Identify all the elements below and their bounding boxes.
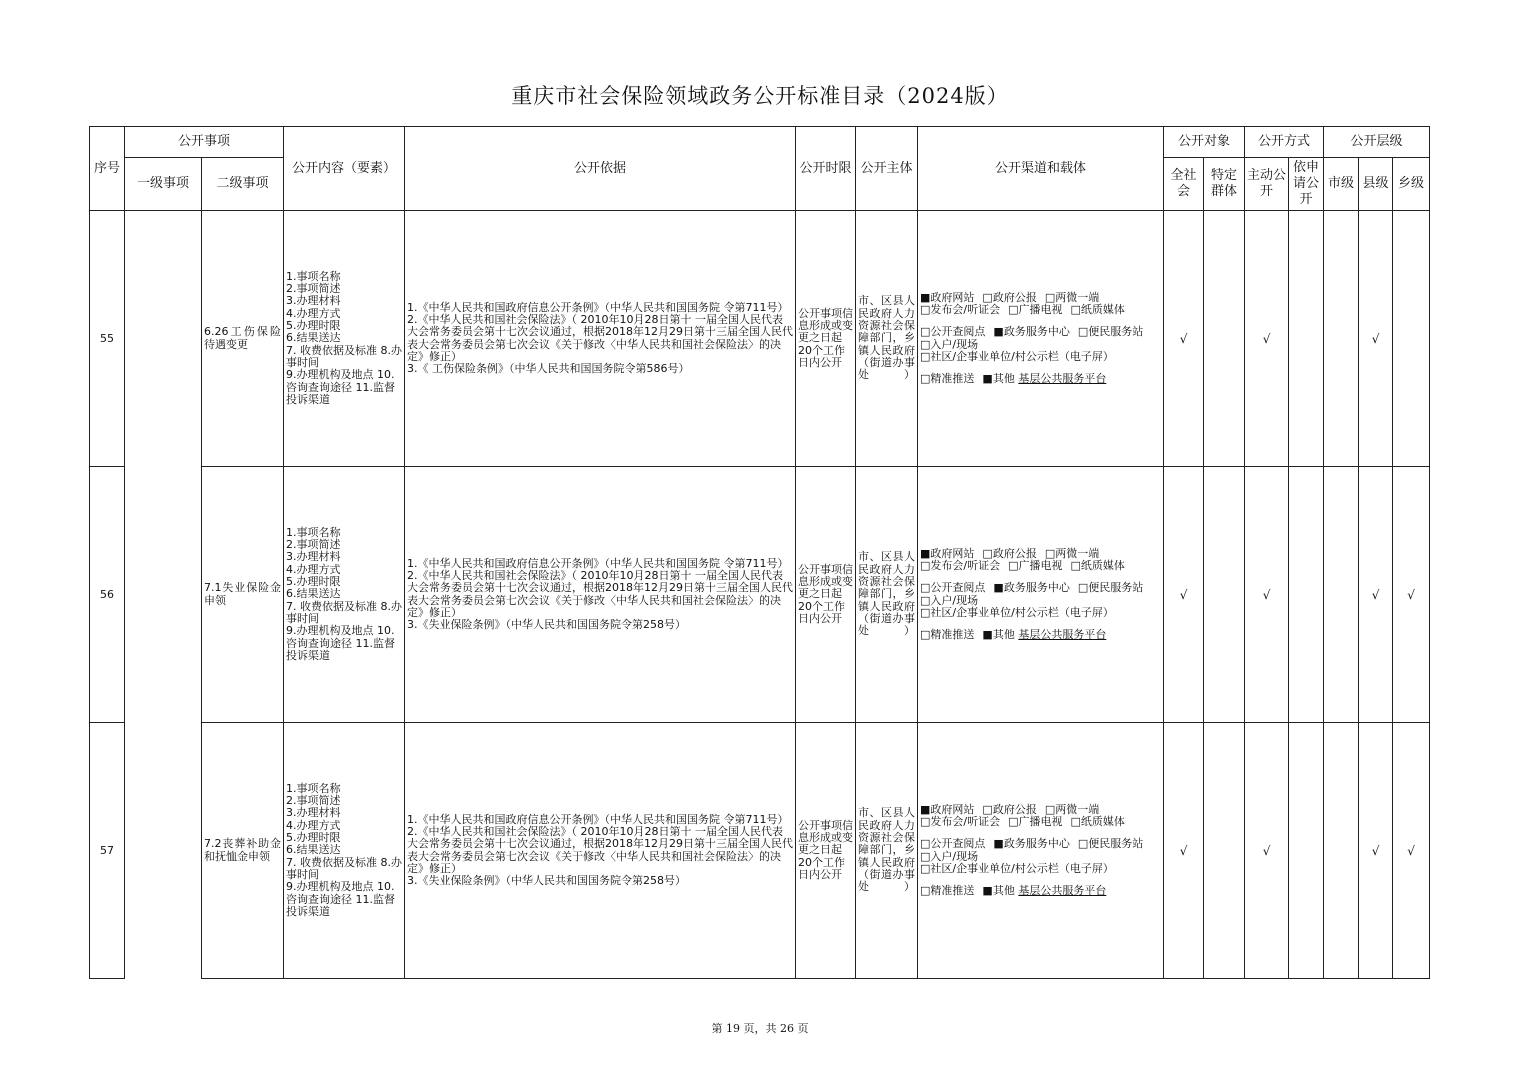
mark-level-city	[1324, 211, 1359, 467]
catalog-table	[89, 126, 1430, 979]
list-item: 6.结果送达	[286, 587, 341, 601]
row-seq: 56	[90, 467, 125, 723]
header-method-group: 公开方式	[1245, 127, 1324, 158]
mark-method-active: √	[1245, 211, 1289, 467]
list-item: 7. 收费依据及标准 8.办事时间	[286, 343, 402, 369]
channel-option: □政府公报	[982, 546, 1037, 560]
row-subject: 市、区县人民政府人力资源社会保障部门，乡镇人民政府（街道办事处）	[856, 211, 918, 467]
mark-level-county: √	[1359, 723, 1393, 979]
list-item: 4.办理方式	[286, 306, 341, 320]
list-item: 3.《 工伤保险条例》（中华人民共和国国务院令第586号）	[407, 362, 690, 376]
channel-option: □入户/现场	[920, 593, 979, 607]
channel-option: □广播电视	[1008, 558, 1063, 572]
channel-option: ■政务服务中心	[993, 581, 1070, 595]
mark-level-town: √	[1393, 723, 1430, 979]
channel-precise-push: □精准推送	[920, 884, 975, 898]
list-item: 1.《中华人民共和国政府信息公开条例》（中华人民共和国国务院 令第711号）	[407, 556, 789, 570]
mark-method-request	[1289, 723, 1324, 979]
row-channels	[918, 723, 1164, 979]
mark-target-all: √	[1164, 723, 1204, 979]
mark-method-active: √	[1245, 467, 1289, 723]
row-basis	[405, 467, 796, 723]
channel-option: □入户/现场	[920, 849, 979, 863]
mark-level-town: √	[1393, 467, 1430, 723]
channel-option: □公开查阅点	[920, 325, 986, 339]
channel-option: □便民服务站	[1077, 837, 1144, 851]
list-item: 5.办理时限	[286, 319, 341, 333]
channel-option: □发布会/听证会	[920, 302, 1001, 316]
channel-option: □便民服务站	[1077, 325, 1144, 339]
mark-target-specific	[1204, 467, 1245, 723]
row-subject: 市、区县人民政府人力资源社会保障部门，乡镇人民政府（街道办事处）	[856, 467, 918, 723]
list-item: 2.《中华人民共和国社会保险法》（ 2010年10月28日第十 一届全国人民代表大会常务委员会第十七次会议通过，根据2018年12月29日第十三届全国人民代表大会常务委员会第七次会议《关于修改〈中华人民共和国社会保险法〉的决定》修正）	[407, 568, 794, 619]
channel-option: □纸质媒体	[1070, 302, 1125, 316]
channel-option: □纸质媒体	[1070, 814, 1125, 828]
channels-group-1	[920, 548, 1161, 573]
list-item: 1.事项名称	[286, 269, 341, 283]
row-level1	[125, 211, 202, 467]
channels-group-3	[920, 373, 1161, 385]
channel-other: ■其他	[982, 884, 1015, 898]
mark-level-county: √	[1359, 467, 1393, 723]
row-level2: 7.2丧葬补助金和抚恤金申领	[202, 723, 284, 979]
header-level-group: 公开层级	[1324, 127, 1430, 158]
mark-target-specific	[1204, 211, 1245, 467]
header-target-specific: 特定群体	[1204, 158, 1245, 211]
mark-target-all: √	[1164, 467, 1204, 723]
list-item: 1.《中华人民共和国政府信息公开条例》（中华人民共和国国务院 令第711号）	[407, 812, 789, 826]
list-item: 2.《中华人民共和国社会保险法》（ 2010年10月28日第十 一届全国人民代表大会常务委员会第十七次会议通过，根据2018年12月29日第十三届全国人民代表大会常务委员会第七次会议《关于修改〈中华人民共和国社会保险法〉的决定》修正）	[407, 312, 794, 363]
header-level2: 二级事项	[202, 158, 284, 211]
mark-method-request	[1289, 211, 1324, 467]
channel-option: □广播电视	[1008, 302, 1063, 316]
mark-target-all: √	[1164, 211, 1204, 467]
channel-option: □公开查阅点	[920, 581, 986, 595]
list-item: 9.办理机构及地点 10. 咨询查询途径 11.监督投诉渠道	[286, 368, 396, 406]
channel-option: □两微一端	[1044, 290, 1100, 304]
list-item: 3.《失业保险条例》（中华人民共和国国务院令第258号）	[407, 874, 687, 888]
list-item: 2.事项简述	[286, 282, 341, 296]
channel-precise-push: □精准推送	[920, 628, 975, 642]
mark-method-active: √	[1245, 723, 1289, 979]
row-channels	[918, 467, 1164, 723]
list-item: 4.办理方式	[286, 818, 341, 832]
page-footer: 第 19 页，共 26 页	[711, 1022, 809, 1035]
channel-option: □发布会/听证会	[920, 558, 1001, 572]
channel-other-value: 基层公共服务平台	[1018, 884, 1107, 898]
row-seq: 57	[90, 723, 125, 979]
row-time-limit: 公开事项信息形成或变更之日起20个工作日内公开	[796, 723, 856, 979]
channels-group-1	[920, 804, 1161, 829]
table-row	[90, 723, 1430, 979]
channel-option: □政府公报	[982, 802, 1037, 816]
list-item: 2.《中华人民共和国社会保险法》（ 2010年10月28日第十 一届全国人民代表大会常务委员会第十七次会议通过，根据2018年12月29日第十三届全国人民代表大会常务委员会第七次会议《关于修改〈中华人民共和国社会保险法〉的决定》修正）	[407, 824, 794, 875]
row-content	[284, 723, 405, 979]
mark-level-town	[1393, 211, 1430, 467]
list-item: 2.事项简述	[286, 794, 341, 808]
list-item: 3.办理材料	[286, 294, 341, 308]
mark-target-specific	[1204, 723, 1245, 979]
list-item: 9.办理机构及地点 10. 咨询查询途径 11.监督投诉渠道	[286, 624, 396, 662]
list-item: 6.结果送达	[286, 843, 341, 857]
header-level1: 一级事项	[125, 158, 202, 211]
channel-option: □发布会/听证会	[920, 814, 1001, 828]
channels-group-2	[920, 838, 1161, 875]
row-time-limit: 公开事项信息形成或变更之日起20个工作日内公开	[796, 211, 856, 467]
header-content: 公开内容（要素）	[284, 127, 405, 211]
row-channels	[918, 211, 1164, 467]
channel-other-value: 基层公共服务平台	[1018, 628, 1107, 642]
channel-option: □政府公报	[982, 290, 1037, 304]
channels-group-2	[920, 582, 1161, 619]
header-subject: 公开主体	[856, 127, 918, 211]
channel-option: □纸质媒体	[1070, 558, 1125, 572]
row-basis	[405, 723, 796, 979]
channel-other-value: 基层公共服务平台	[1018, 372, 1107, 386]
list-item: 3.办理材料	[286, 550, 341, 564]
list-item: 1.事项名称	[286, 781, 341, 795]
row-level1	[125, 723, 202, 979]
table-row	[90, 467, 1430, 723]
row-seq: 55	[90, 211, 125, 467]
header-basis: 公开依据	[405, 127, 796, 211]
channel-option: ■政务服务中心	[993, 837, 1070, 851]
channel-option: □公开查阅点	[920, 837, 986, 851]
list-item: 7. 收费依据及标准 8.办事时间	[286, 599, 402, 625]
list-item: 3.办理材料	[286, 806, 341, 820]
mark-level-county: √	[1359, 211, 1393, 467]
list-item: 1.事项名称	[286, 525, 341, 539]
mark-method-request	[1289, 467, 1324, 723]
row-time-limit: 公开事项信息形成或变更之日起20个工作日内公开	[796, 467, 856, 723]
channel-option: □社区/企事业单位/村公示栏（电子屏）	[920, 349, 1114, 363]
channel-option: □广播电视	[1008, 814, 1063, 828]
list-item: 2.事项简述	[286, 538, 341, 552]
header-channels: 公开渠道和载体	[918, 127, 1164, 211]
list-item: 3.《失业保险条例》（中华人民共和国国务院令第258号）	[407, 618, 687, 632]
row-level2: 7.1失业保险金申领	[202, 467, 284, 723]
header-level-county: 县级	[1359, 158, 1393, 211]
row-content	[284, 467, 405, 723]
row-level1	[125, 467, 202, 723]
channel-option: ■政府网站	[920, 802, 975, 816]
list-item: 6.结果送达	[286, 331, 341, 345]
channel-option: □两微一端	[1044, 546, 1100, 560]
row-level2: 6.26工伤保险待遇变更	[202, 211, 284, 467]
channel-option: □入户/现场	[920, 337, 979, 351]
header-target-all: 全社会	[1164, 158, 1204, 211]
mark-level-city	[1324, 723, 1359, 979]
channel-option: □便民服务站	[1077, 581, 1144, 595]
channel-other: ■其他	[982, 628, 1015, 642]
channel-option: □两微一端	[1044, 802, 1100, 816]
channel-other: ■其他	[982, 372, 1015, 386]
list-item: 5.办理时限	[286, 831, 341, 845]
list-item: 4.办理方式	[286, 562, 341, 576]
list-item: 5.办理时限	[286, 575, 341, 589]
header-item-group: 公开事项	[125, 127, 284, 158]
header-time-limit: 公开时限	[796, 127, 856, 211]
table-row	[90, 211, 1430, 467]
header-level-town: 乡级	[1393, 158, 1430, 211]
channel-option: □社区/企事业单位/村公示栏（电子屏）	[920, 605, 1114, 619]
channels-group-3	[920, 885, 1161, 897]
channels-group-2	[920, 326, 1161, 363]
header-level-city: 市级	[1324, 158, 1359, 211]
row-content	[284, 211, 405, 467]
header-method-request: 依申请公开	[1289, 158, 1324, 211]
channel-option: ■政府网站	[920, 546, 975, 560]
channel-option: ■政府网站	[920, 290, 975, 304]
header-method-active: 主动公开	[1245, 158, 1289, 211]
row-basis	[405, 211, 796, 467]
channel-precise-push: □精准推送	[920, 372, 975, 386]
mark-level-city	[1324, 467, 1359, 723]
channels-group-1	[920, 292, 1161, 317]
header-seq: 序号	[90, 127, 125, 211]
header-target-group: 公开对象	[1164, 127, 1245, 158]
page-title: 重庆市社会保险领域政务公开标准目录（2024版）	[511, 84, 1009, 108]
list-item: 1.《中华人民共和国政府信息公开条例》（中华人民共和国国务院 令第711号）	[407, 300, 789, 314]
list-item: 9.办理机构及地点 10. 咨询查询途径 11.监督投诉渠道	[286, 880, 396, 918]
row-subject: 市、区县人民政府人力资源社会保障部门，乡镇人民政府（街道办事处）	[856, 723, 918, 979]
channels-group-3	[920, 629, 1161, 641]
list-item: 7. 收费依据及标准 8.办事时间	[286, 855, 402, 881]
channel-option: ■政务服务中心	[993, 325, 1070, 339]
channel-option: □社区/企事业单位/村公示栏（电子屏）	[920, 861, 1114, 875]
